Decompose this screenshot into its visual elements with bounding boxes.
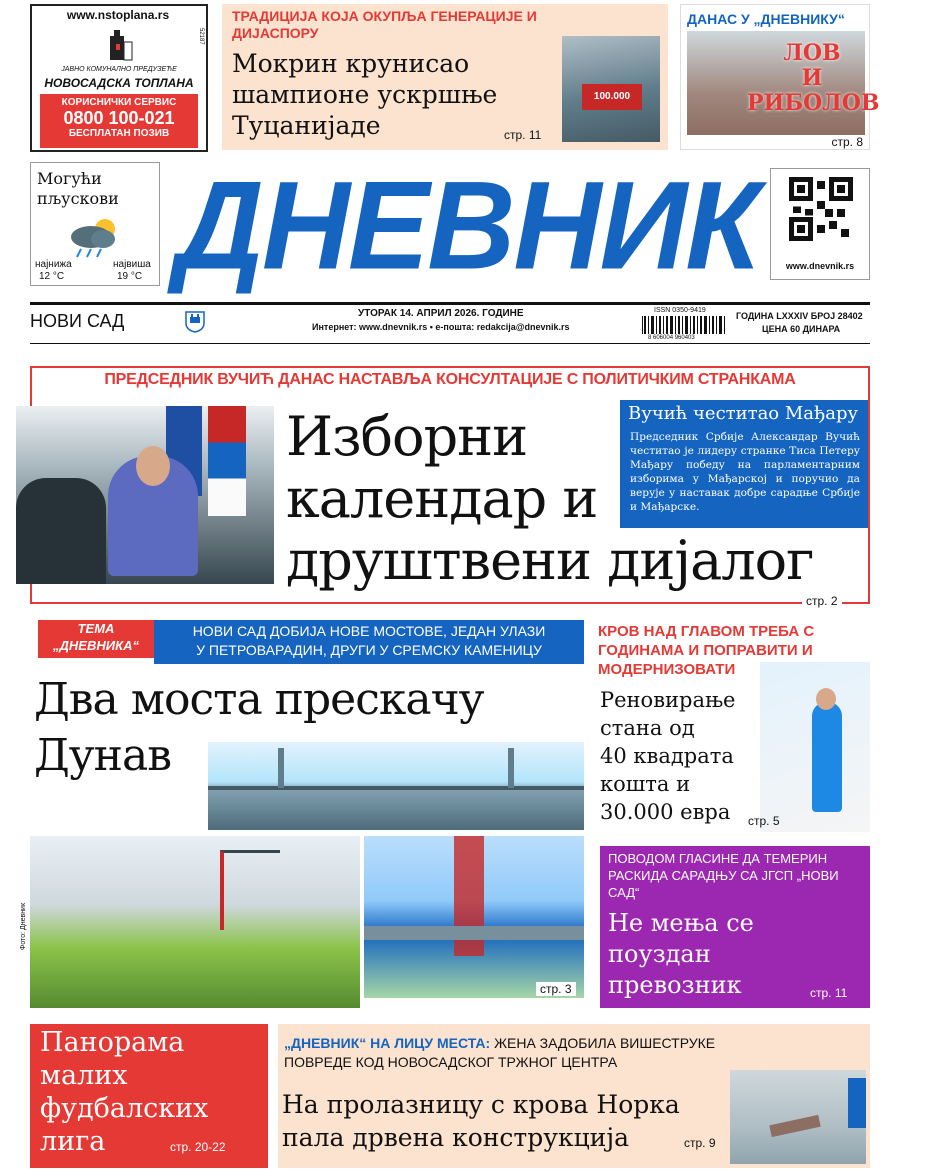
roof-headline[interactable] <box>600 686 760 826</box>
teaser-title <box>747 40 880 116</box>
qr-url: www.dnevnik.rs <box>785 261 855 271</box>
flag-serbia <box>208 406 246 516</box>
bridge-pylon <box>508 748 514 788</box>
kicker-line: У ПЕТРОВАРАДИН, ДРУГИ У СРЕМСКУ КАМЕНИЦУ <box>196 642 542 658</box>
qr-box[interactable] <box>770 168 870 280</box>
vehicle-edge <box>848 1078 866 1128</box>
football-box[interactable] <box>30 1024 268 1168</box>
headline-line: Панорама <box>40 1027 185 1058</box>
bridge-deck <box>208 786 584 790</box>
kicker-line: НОВИ САД ДОБИЈА НОВЕ МОСТОВЕ, ЈЕДАН УЛАЗИ <box>192 623 546 639</box>
dateline-issn: ISSN 0350-9419 <box>654 307 706 314</box>
football-headline <box>40 1026 264 1158</box>
dateline-city: НОВИ САД <box>30 311 125 331</box>
sidebar-title: Вучић честитао Мађару <box>628 403 859 424</box>
weather-min-label: најнижа <box>35 259 72 270</box>
weather-box <box>30 162 160 286</box>
football-page: стр. 20-22 <box>170 1140 226 1154</box>
ad-company-name: НОВОСАДСКА ТОПЛАНА <box>44 76 194 90</box>
roof-kicker: КРОВ НАД ГЛАВОМ ТРЕБА С ГОДИНАМА И ПОПРАВИТИ И МОДЕРНИЗОВАТИ <box>598 623 815 678</box>
ad-phone: 0800 100-021 <box>63 108 175 128</box>
title-line: И <box>801 65 823 91</box>
qr-code-icon <box>789 177 853 241</box>
badge-line: „ДНЕВНИКА“ <box>53 638 139 653</box>
accident-kicker <box>284 1034 868 1072</box>
headline-line: календар и <box>286 467 598 530</box>
person-head <box>136 446 170 486</box>
masthead-title[interactable]: ДНЕВНИК <box>175 154 759 296</box>
teaser-kicker: ТРАДИЦИЈА КОЈА ОКУПЉА ГЕНЕРАЦИЈЕ И ДИЈАСПОРУ <box>232 8 537 41</box>
dateline-price: ЦЕНА 60 ДИНАРА <box>762 324 841 334</box>
city-emblem-icon <box>184 309 206 333</box>
debris <box>769 1115 820 1137</box>
dateline-rule-top <box>30 302 870 305</box>
person-foreground <box>16 478 106 584</box>
accident-lead: „ДНЕВНИК“ НА ЛИЦУ МЕСТА: <box>284 1035 491 1051</box>
roof-photo <box>760 662 870 832</box>
bridges-page: стр. 3 <box>536 982 576 996</box>
construction-crane <box>220 850 280 930</box>
headline-line: стана од <box>600 716 695 740</box>
weather-min-value: 12 °C <box>39 271 65 282</box>
ad-url: www.nstoplana.rs <box>66 8 170 22</box>
headline-line: Не мења се <box>608 909 754 937</box>
teaser-page: стр. 11 <box>504 128 542 142</box>
weather-max-value: 19 °C <box>117 271 143 282</box>
headline-line: малих <box>40 1060 128 1091</box>
bridges-kicker <box>154 620 584 664</box>
lead-page: стр. 2 <box>802 594 842 608</box>
headline-line: превозник <box>608 971 742 999</box>
ad-code: 52187 <box>198 28 204 45</box>
lead-photo <box>16 406 274 584</box>
barcode-icon <box>640 316 728 334</box>
toplana-logo-icon <box>102 26 138 62</box>
teaser-mokrin[interactable] <box>222 4 668 150</box>
headline-line: Реновирање <box>600 688 736 712</box>
teaser-photo <box>562 36 660 142</box>
dateline-contacts: Интернет: www.dnevnik.rs • е-пошта: redakcija@dnevnik.rs <box>312 322 570 332</box>
headline-line: Дунав <box>34 730 171 781</box>
photo-credit: Фото: Дневник <box>20 902 27 950</box>
teaser-headline: Мокрин крунисао шампионе ускршње Туцанијаде <box>232 49 498 140</box>
lead-sidebar[interactable] <box>620 400 868 528</box>
accident-story[interactable] <box>278 1024 870 1168</box>
headline-line: На пролазницу с крова Норка <box>282 1090 680 1119</box>
bridge-photo-top <box>208 742 584 830</box>
dateline-volume: ГОДИНА LXXXIV БРОЈ 28402 <box>736 311 863 321</box>
bridge-photo-left <box>30 836 360 1008</box>
temerin-headline <box>608 908 808 1001</box>
ad-novosadska-toplana[interactable] <box>30 4 208 152</box>
headline-line: 30.000 евра <box>600 800 731 824</box>
temerin-page: стр. 11 <box>810 986 848 1000</box>
title-line: РИБОЛОВ <box>747 90 880 116</box>
dateline-date: УТОРАК 14. АПРИЛ 2026. ГОДИНЕ <box>358 308 524 319</box>
roof-page: стр. 5 <box>748 814 780 828</box>
weather-max-label: највиша <box>113 259 151 270</box>
accident-headline <box>282 1088 722 1154</box>
accident-kicker-rest: ЖЕНА ЗАДОБИЛА ВИШЕСТРУКЕ <box>494 1035 716 1051</box>
accident-page: стр. 9 <box>684 1136 716 1150</box>
headline-line: фудбалских <box>40 1093 209 1124</box>
ad-service-box <box>40 94 198 148</box>
teaser-lov-ribolov[interactable] <box>680 4 880 150</box>
headline-line: лига <box>40 1126 106 1157</box>
bridge-span <box>364 926 584 940</box>
headline-line: Два моста прескачу <box>34 674 484 725</box>
badge-line: ТЕМА <box>77 621 115 636</box>
ad-free-call: БЕСПЛАТАН ПОЗИВ <box>68 128 170 139</box>
lead-kicker: ПРЕДСЕДНИК ВУЧИЋ ДАНАС НАСТАВЉА КОНСУЛТАЦИЈЕ С ПОЛИТИЧКИМ СТРАНКАМА <box>104 371 796 388</box>
accident-kicker-line: ПОВРЕДЕ КОД НОВОСАДСКОГ ТРЖНОГ ЦЕНТРА <box>284 1054 618 1070</box>
weather-forecast: Могући пљускови <box>37 169 119 208</box>
headline-line: друштвени дијалог <box>286 529 814 592</box>
headline-line: пала дрвена конструкција <box>282 1123 629 1152</box>
headline-line: Изборни <box>286 405 528 468</box>
barcode-number: 8 606004 960403 <box>648 335 695 341</box>
temerin-kicker: ПОВОДОМ ГЛАСИНЕ ДА ТЕМЕРИН РАСКИДА САРАДЊУ СА ЈГСП „НОВИ САД“ <box>608 851 839 900</box>
teaser-page: стр. 8 <box>831 135 863 149</box>
teaser-kicker: ДАНАС У „ДНЕВНИКУ“ <box>687 11 845 27</box>
worker-head <box>816 688 836 710</box>
dateline-rule-bottom <box>30 343 870 344</box>
headline-line: кошта и <box>600 772 691 796</box>
temerin-story[interactable] <box>600 846 870 1008</box>
headline-line: поуздан <box>608 940 711 968</box>
ad-service-label: КОРИСНИЧКИ СЕРВИС <box>61 97 177 108</box>
bridge-pylon <box>278 748 284 788</box>
headline-line: 40 квадрата <box>600 744 734 768</box>
topic-badge <box>38 620 154 658</box>
title-line: ЛОВ <box>783 40 841 66</box>
worker-figure <box>812 702 842 812</box>
bridge-photo-right <box>364 836 584 998</box>
accident-photo <box>730 1070 866 1164</box>
prize-sign: 100.000 <box>582 84 642 110</box>
sidebar-text: Председник Србије Александар Вучић честитао је лидеру странке Тиса Петеру Мађару победу на парламентарним изборима у Мађарској и поручио да верује у наставак добре сарадње Србије и Мађарске. <box>630 431 860 513</box>
rain-cloud-icon <box>63 215 123 259</box>
ad-tagline: ЈАВНО КОМУНАЛНО ПРЕДУЗЕЋЕ <box>61 66 177 73</box>
